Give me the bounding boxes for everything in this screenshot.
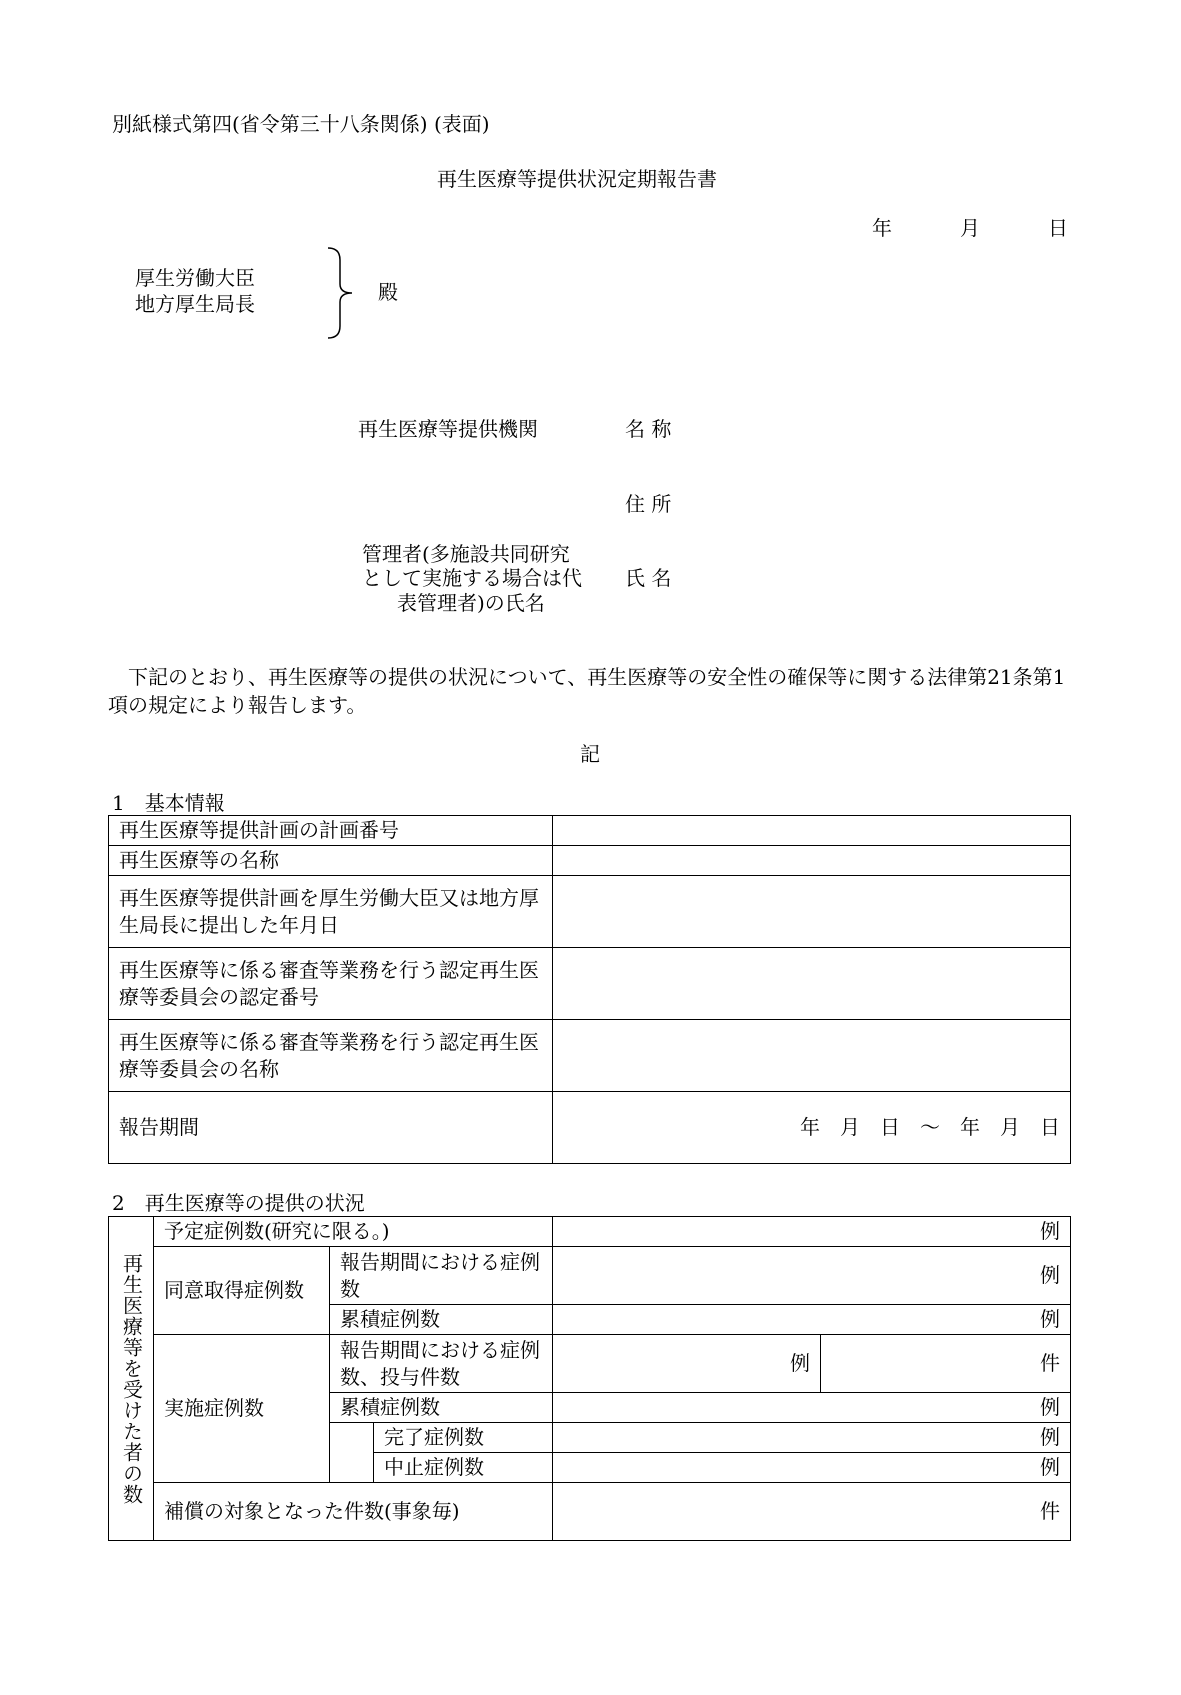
compensation-label: 補償の対象となった件数(事象毎) xyxy=(154,1483,553,1541)
body-paragraph: 下記のとおり、再生医療等の提供の状況について、再生医療等の安全性の確保等に関する法律第21条第1項の規定により報告します。 xyxy=(108,665,1066,717)
discontinued-cases-value[interactable]: 例 xyxy=(553,1453,1071,1483)
completed-cases-label: 完了症例数 xyxy=(374,1423,553,1453)
admin-label-line1: 管理者(多施設共同研究 xyxy=(362,542,570,566)
provision-status-table xyxy=(108,1216,1071,1541)
page-title: 再生医療等提供状況定期報告書 xyxy=(437,167,717,191)
impl-period-label: 報告期間における症例数、投与件数 xyxy=(330,1335,553,1393)
addressee-minister: 厚生労働大臣 xyxy=(135,266,255,290)
brace-icon xyxy=(326,246,356,340)
ki-label: 記 xyxy=(580,742,600,766)
honorific: 殿 xyxy=(378,280,398,304)
committee-number-label: 再生医療等に係る審査等業務を行う認定再生医療等委員会の認定番号 xyxy=(109,948,553,1020)
submission-date-value[interactable] xyxy=(553,876,1071,948)
date-day: 日 xyxy=(1048,216,1068,240)
submission-date-label: 再生医療等提供計画を厚生労働大臣又は地方厚生局長に提出した年月日 xyxy=(109,876,553,948)
impl-cumulative-value[interactable]: 例 xyxy=(553,1393,1071,1423)
date-year: 年 xyxy=(872,216,892,240)
table-row xyxy=(109,1335,1071,1393)
plan-number-label: 再生医療等提供計画の計画番号 xyxy=(109,816,553,846)
committee-number-value[interactable] xyxy=(553,948,1071,1020)
section1-heading: 1 基本情報 xyxy=(112,791,225,815)
institution-label: 再生医療等提供機関 xyxy=(358,417,538,441)
therapy-name-value[interactable] xyxy=(553,846,1071,876)
impl-period-count-value[interactable]: 件 xyxy=(821,1335,1071,1393)
committee-name-label: 再生医療等に係る審査等業務を行う認定再生医療等委員会の名称 xyxy=(109,1020,553,1092)
table-row xyxy=(109,1247,1071,1305)
basic-info-table xyxy=(108,815,1071,1164)
completed-cases-value[interactable]: 例 xyxy=(553,1423,1071,1453)
admin-label-line3: 表管理者)の氏名 xyxy=(397,591,545,615)
admin-label-line2: として実施する場合は代 xyxy=(362,566,582,590)
table-row xyxy=(109,1217,1071,1247)
addressee-bureau: 地方厚生局長 xyxy=(135,292,255,316)
plan-number-value[interactable] xyxy=(553,816,1071,846)
table-row xyxy=(109,816,1071,846)
consent-period-label: 報告期間における症例数 xyxy=(330,1247,553,1305)
impl-cases-label: 実施症例数 xyxy=(154,1335,330,1483)
table-row xyxy=(109,846,1071,876)
impl-indent-cell xyxy=(330,1423,374,1483)
therapy-name-label: 再生医療等の名称 xyxy=(109,846,553,876)
table-row xyxy=(109,876,1071,948)
table-row xyxy=(109,1483,1071,1541)
consent-cumulative-value[interactable]: 例 xyxy=(553,1305,1071,1335)
recipients-side-label: 再生医療等を受けた者の数 xyxy=(109,1217,154,1541)
table-row xyxy=(109,1020,1071,1092)
section2-heading: 2 再生医療等の提供の状況 xyxy=(112,1191,365,1215)
date-month: 月 xyxy=(960,216,980,240)
institution-address-label: 住 所 xyxy=(625,492,672,516)
report-period-value[interactable]: 年 月 日 ～ 年 月 日 xyxy=(553,1092,1071,1164)
table-row xyxy=(109,1092,1071,1164)
committee-name-value[interactable] xyxy=(553,1020,1071,1092)
consent-period-value[interactable]: 例 xyxy=(553,1247,1071,1305)
form-id: 別紙様式第四(省令第三十八条関係) (表面) xyxy=(112,112,490,136)
institution-name-label: 名 称 xyxy=(625,417,672,441)
consent-cases-label: 同意取得症例数 xyxy=(154,1247,330,1335)
admin-name-label: 氏 名 xyxy=(625,566,672,590)
compensation-value[interactable]: 件 xyxy=(553,1483,1071,1541)
planned-cases-value[interactable]: 例 xyxy=(553,1217,1071,1247)
report-period-label: 報告期間 xyxy=(109,1092,553,1164)
table-row xyxy=(109,948,1071,1020)
impl-period-cases-value[interactable]: 例 xyxy=(553,1335,821,1393)
impl-cumulative-label: 累積症例数 xyxy=(330,1393,553,1423)
consent-cumulative-label: 累積症例数 xyxy=(330,1305,553,1335)
planned-cases-label: 予定症例数(研究に限る。) xyxy=(154,1217,553,1247)
discontinued-cases-label: 中止症例数 xyxy=(374,1453,553,1483)
